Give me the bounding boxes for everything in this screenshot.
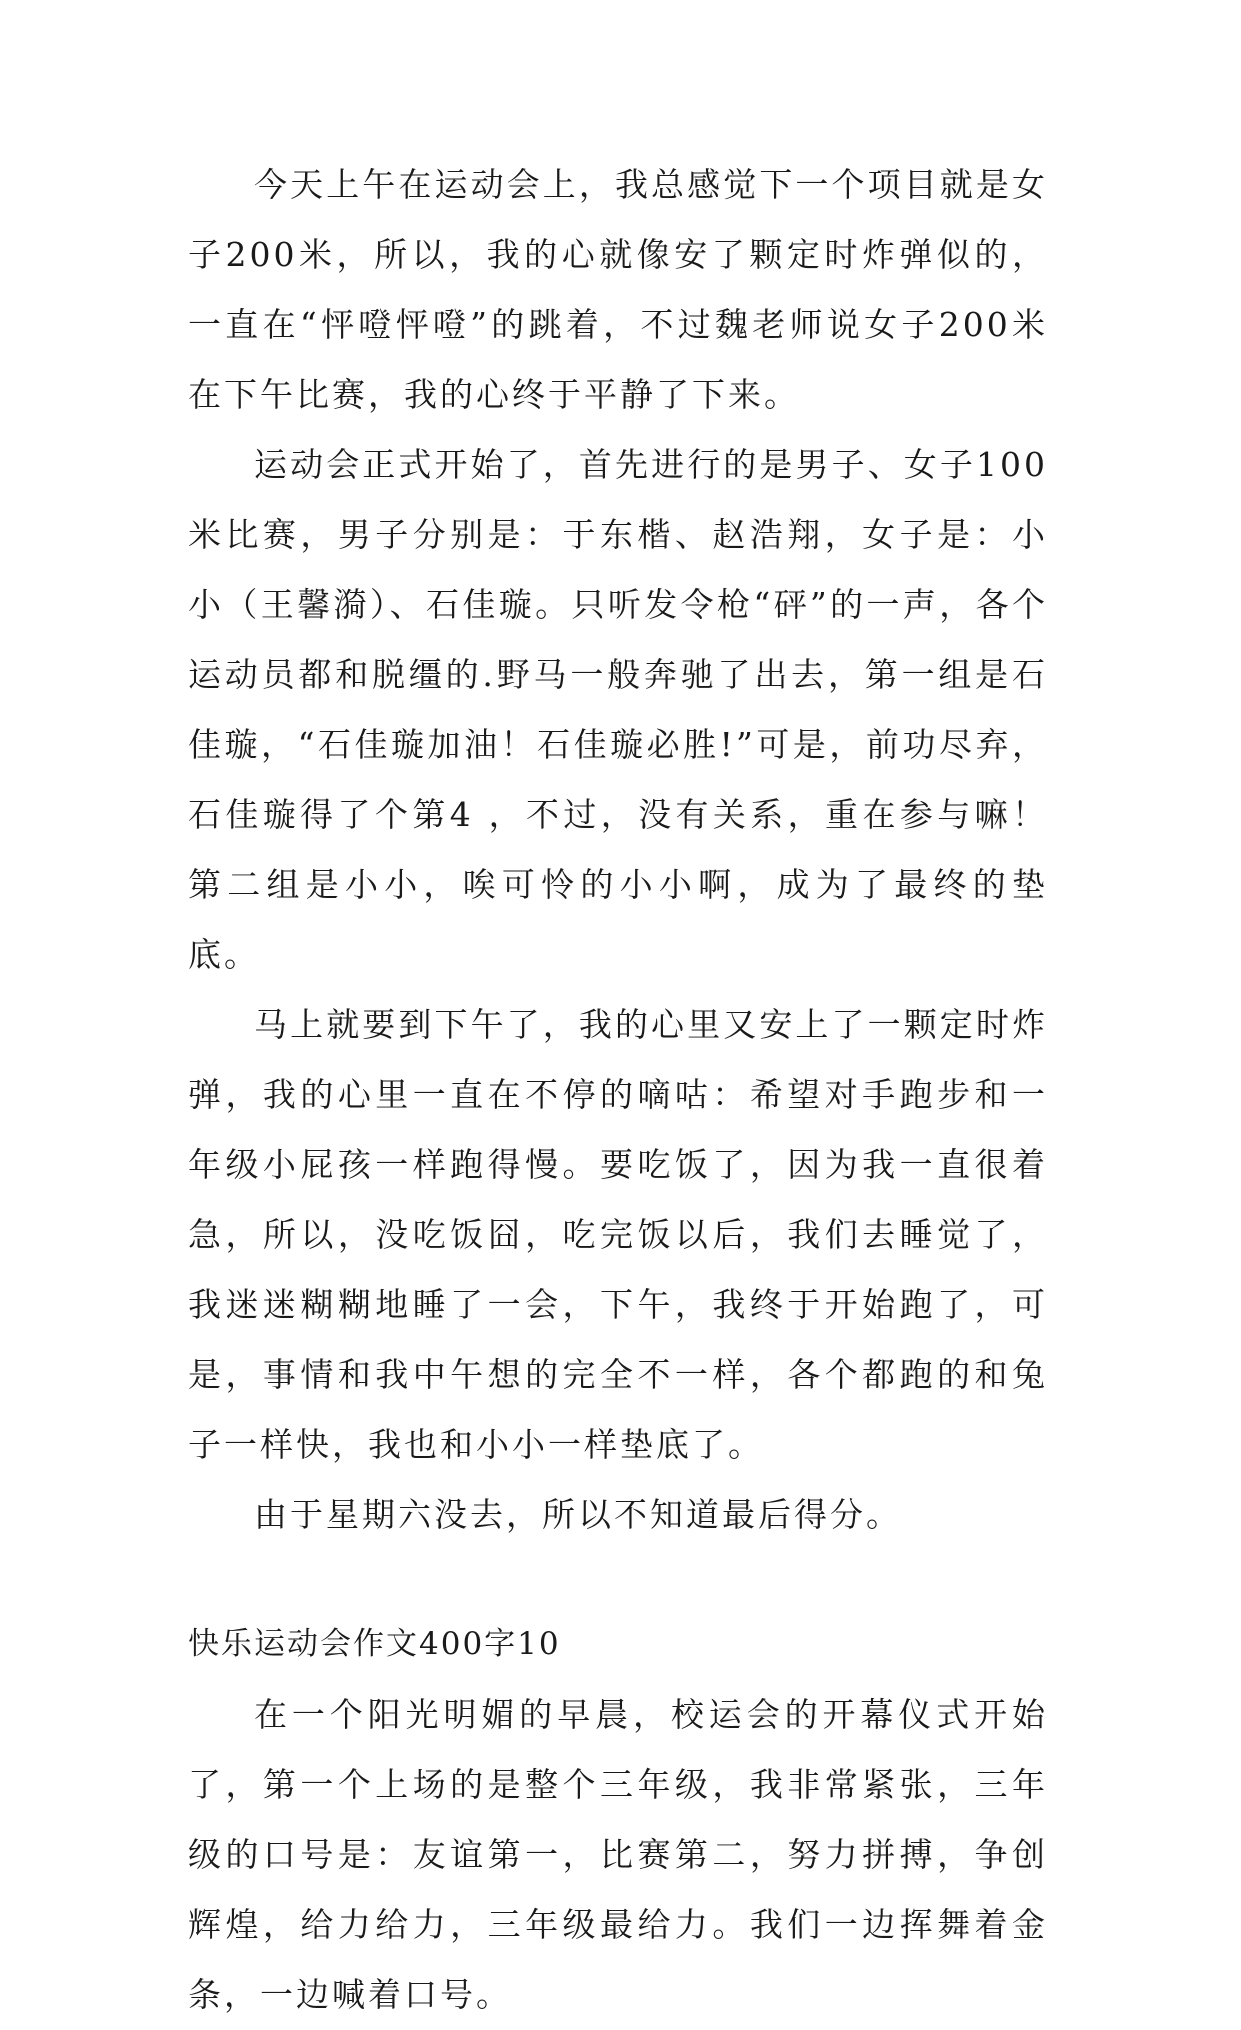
paragraph-1: 今天上午在运动会上，我总感觉下一个项目就是女子200米，所以，我的心就像安了颗定时炸弹似的，一直在“怦噔怦噔”的跳着，不过魏老师说女子200米在下午比赛，我的心终于平静了下来。 bbox=[188, 165, 1048, 414]
document-body bbox=[188, 150, 1048, 2030]
section-title: 快乐运动会作文400字10 bbox=[188, 1626, 561, 1662]
section-paragraph-1: 在一个阳光明媚的早晨，校运会的开幕仪式开始了，第一个上场的是整个三年级，我非常紧张，三年级的口号是：友谊第一，比赛第二，努力拼搏，争创辉煌，给力给力，三年级最给力。我们一边挥舞着金条，一边喊着口号。 bbox=[188, 1695, 1048, 2014]
paragraph-2: 运动会正式开始了，首先进行的是男子、女子100米比赛，男子分别是：于东楷、赵浩翔，女子是：小小（王馨漪）、石佳璇。只听发令枪“砰”的一声，各个运动员都和脱缰的.野马一般奔驰了出去，第一组是石佳璇，“石佳璇加油！石佳璇必胜!”可是，前功尽弃，石佳璇得了个第4 ，不过，没有关系，重在参与嘛！第二组是小小，唉可怜的小小啊，成为了最终的垫底。 bbox=[188, 445, 1048, 974]
paragraph-3: 马上就要到下午了，我的心里又安上了一颗定时炸弹，我的心里一直在不停的嘀咕：希望对手跑步和一年级小屁孩一样跑得慢。要吃饭了，因为我一直很着急，所以，没吃饭囧，吃完饭以后，我们去睡觉了，我迷迷糊糊地睡了一会，下午，我终于开始跑了，可是，事情和我中午想的完全不一样，各个都跑的和兔子一样快，我也和小小一样垫底了。 bbox=[188, 1005, 1048, 1464]
paragraph-4: 由于星期六没去，所以不知道最后得分。 bbox=[254, 1495, 902, 1534]
